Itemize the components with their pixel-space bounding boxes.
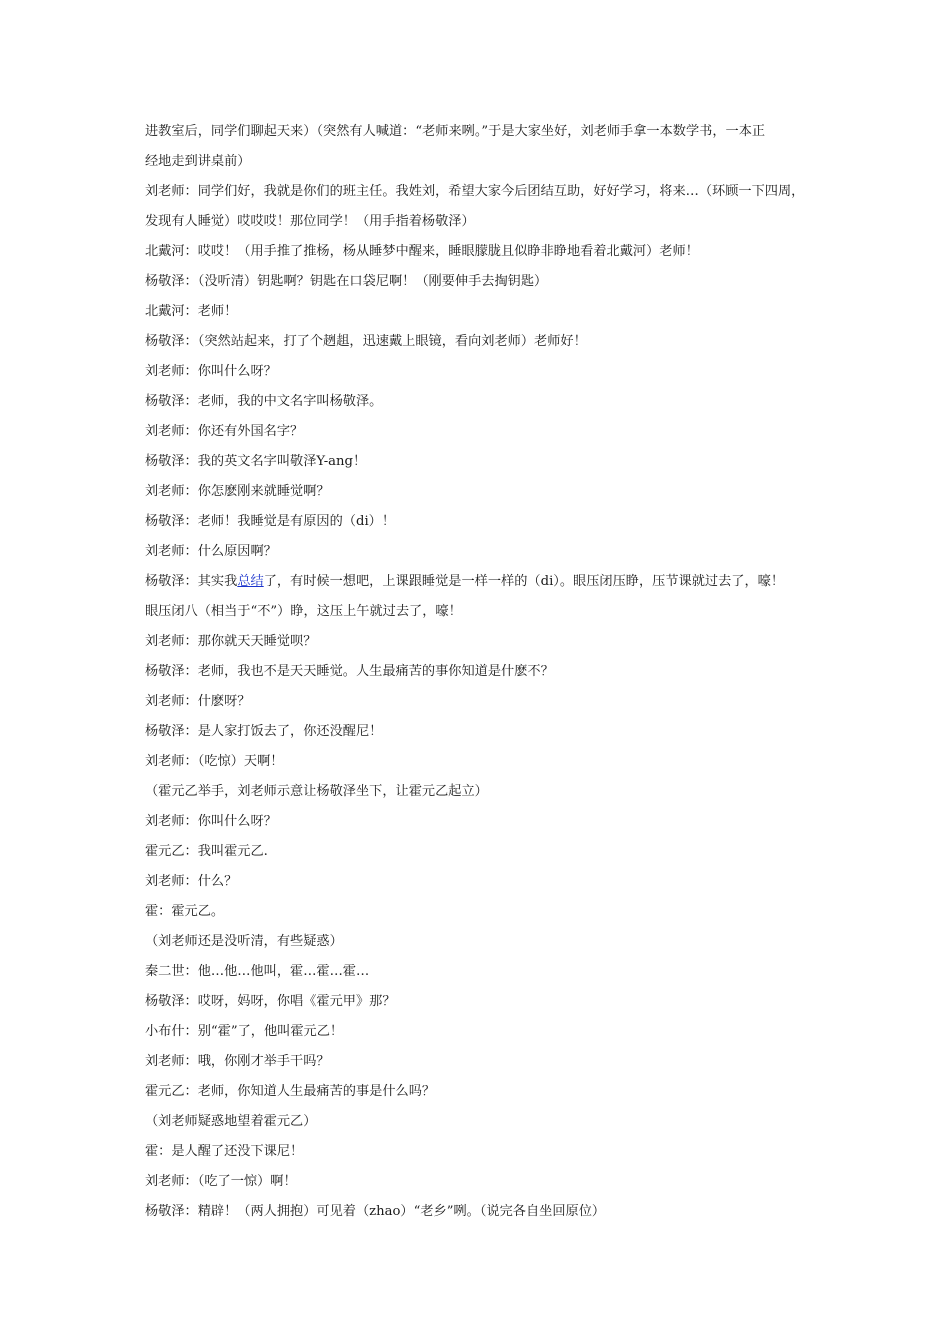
text-line: 杨敬泽：哎呀，妈呀，你唱《霍元甲》那？	[145, 994, 396, 1009]
text-line: 刘老师：什么原因啊？	[145, 544, 277, 559]
text-line: 秦二世：他…他…他叫，霍…霍…霍…	[145, 964, 370, 979]
text-line: 刘老师：你怎麽刚来就睡觉啊？	[145, 484, 330, 499]
line-text-before-link: 杨敬泽：其实我	[145, 574, 238, 589]
text-line: 刘老师：你叫什么呀？	[145, 364, 277, 379]
text-line: 霍元乙：老师，你知道人生最痛苦的事是什么吗？	[145, 1084, 436, 1099]
text-line: 杨敬泽：老师，我也不是天天睡觉。人生最痛苦的事你知道是什麽不？	[145, 664, 554, 679]
text-line: 刘老师：你叫什么呀？	[145, 814, 277, 829]
text-line: 杨敬泽：精辟！（两人拥抱）可见着（zhao）“老乡”咧。（说完各自坐回原位）	[145, 1204, 606, 1219]
summary-link[interactable]: 总结	[237, 574, 264, 589]
text-line: 北戴河：哎哎！（用手推了推杨，杨从睡梦中醒来，睡眼朦胧且似睁非睁地看着北戴河）老师！	[145, 244, 699, 259]
text-line: 刘老师：哦，你刚才举手干吗？	[145, 1054, 330, 1069]
text-line: （刘老师疑惑地望着霍元乙）	[145, 1114, 317, 1129]
text-line: 刘老师：（吃惊）天啊！	[145, 754, 284, 769]
text-line: 刘老师：那你就天天睡觉呗？	[145, 634, 317, 649]
text-line: 杨敬泽：（没听清）钥匙啊？钥匙在口袋尼啊！（刚要伸手去掏钥匙）	[145, 274, 548, 289]
text-line: （霍元乙举手，刘老师示意让杨敬泽坐下，让霍元乙起立）	[145, 784, 488, 799]
text-line: 小布什：别“霍”了，他叫霍元乙！	[145, 1024, 344, 1039]
text-line: （刘老师还是没听清，有些疑惑）	[145, 934, 343, 949]
text-line: 刘老师：你还有外国名字？	[145, 424, 304, 439]
text-line: 霍：是人醒了还没下课尼！	[145, 1144, 304, 1159]
text-line: 霍元乙：我叫霍元乙.	[145, 844, 268, 859]
text-line-with-link	[145, 567, 825, 597]
text-line: 北戴河：老师！	[145, 304, 238, 319]
text-line: 刘老师：什么？	[145, 874, 238, 889]
script-text	[145, 117, 825, 1227]
text-line: 霍：霍元乙。	[145, 904, 225, 919]
text-line: 发现有人睡觉）哎哎哎！那位同学！（用手指着杨敬泽）	[145, 214, 475, 229]
text-line: 杨敬泽：是人家打饭去了，你还没醒尼！	[145, 724, 383, 739]
text-line: 进教室后，同学们聊起天来）（突然有人喊道：“老师来咧。”于是大家坐好，刘老师手拿一本数学书，一本正	[145, 124, 766, 139]
text-line: 刘老师：同学们好，我就是你们的班主任。我姓刘，希望大家今后团结互助，好好学习，将来…（环顾一下四周，	[145, 184, 805, 199]
text-line: 杨敬泽：我的英文名字叫敬泽Y-ang！	[145, 454, 367, 469]
text-line: 杨敬泽：（突然站起来，打了个趔趄，迅速戴上眼镜，看向刘老师）老师好！	[145, 334, 587, 349]
text-line: 刘老师：（吃了一惊）啊！	[145, 1174, 297, 1189]
text-line: 经地走到讲桌前）	[145, 154, 251, 169]
text-line: 杨敬泽：老师！我睡觉是有原因的（di）！	[145, 514, 396, 529]
text-line: 杨敬泽：老师，我的中文名字叫杨敬泽。	[145, 394, 383, 409]
text-line: 眼压闭八（相当于“不”）睁，这压上午就过去了，嚎！	[145, 604, 462, 619]
line-text-after-link: 了，有时候一想吧，上课跟睡觉是一样一样的（di）。眼压闭压睁，压节课就过去了，嚎！	[263, 574, 785, 589]
text-line: 刘老师：什麽呀？	[145, 694, 251, 709]
